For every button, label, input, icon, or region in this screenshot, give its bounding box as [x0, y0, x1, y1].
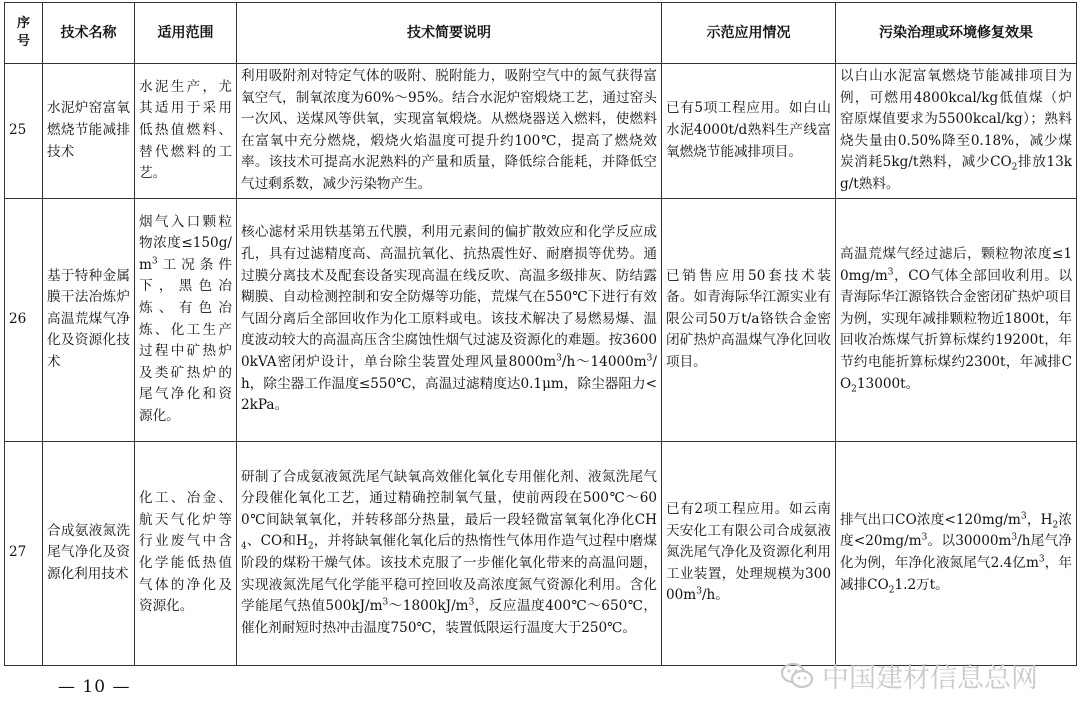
- scope-cell: 化工、冶金、航天气化炉等行业废气中含化学能低热值气体的净化及资源化。: [135, 441, 237, 665]
- table-header-row: [5, 3, 1077, 64]
- effect-cell: 以白山水泥富氧燃烧节能减排项目为例，可燃用4800kcal/kg低值煤（炉窑原煤值要求为5500kcal/kg）；熟料烧失量由0.50%降至0.18%，减少煤炭消耗5kg/t熟料，减少$CO_2$排放13kg/t熟料。: [836, 64, 1077, 199]
- table-row: [5, 64, 1077, 199]
- header-demo: 示范应用情况: [662, 3, 836, 64]
- scope-cell: 烟气入口颗粒物浓度$\le 150g/m^3$工况条件下，黑色冶炼、有色冶炼、化工生产过程中矿热炉及类矿热炉的尾气净化和资源化。: [135, 198, 237, 441]
- effect-cell: 排气出口CO浓度$<120mg/m^3$，$H_2$浓度$<20mg/m^3$。以$30000m^3/h$尾气净化为例，年净化液氮尾气2.4亿$m^3$，年减排$CO_21.2$万t。: [836, 441, 1077, 665]
- row-number: 27: [5, 441, 43, 665]
- technology-name: 基于特种金属膜干法冶炼炉高温荒煤气净化及资源化技术: [43, 198, 135, 441]
- header-desc: 技术简要说明: [237, 3, 662, 64]
- effect-cell: 高温荒煤气经过滤后，颗粒物浓度$\le 10mg/m^3$，CO气体全部回收利用。以青海际华江源铬铁合金密闭矿热炉项目为例，实现年减排颗粒物近1800t，年回收冶炼煤气折算标煤约19200t，年节约电能折算标煤约2300t，年减排$CO_213000t$。: [836, 198, 1077, 441]
- header-scope: 适用范围: [135, 3, 237, 64]
- demo-cell: 已有2项工程应用。如云南天安化工有限公司合成氨液氮洗尾气净化及资源化利用工业装置，处理规模为$30000m^3/h$。: [662, 441, 836, 665]
- page-number: — 10 —: [58, 677, 131, 697]
- header-name: 技术名称: [43, 3, 135, 64]
- description-cell: 利用吸附剂对特定气体的吸附、脱附能力，吸附空气中的氮气获得富氧空气，制氧浓度为60%～95%。结合水泥炉窑煅烧工艺，通过窑头一次风、送煤风等供氧，实现富氧煅烧。从燃烧器送入燃料，使燃料在富氧中充分燃烧，煅烧火焰温度可提升约100℃，提高了燃烧效率。该技术可提高水泥熟料的产量和质量，降低综合能耗，并降低空气过剩系数，减少污染物产生。: [237, 64, 662, 199]
- table-row: [5, 198, 1077, 441]
- technology-name: 水泥炉窑富氧燃烧节能减排技术: [43, 64, 135, 199]
- watermark: [780, 656, 1038, 695]
- demo-cell: 已销售应用50套技术装备。如青海际华江源实业有限公司50万t/a铬铁合金密闭矿热炉高温煤气净化回收项目。: [662, 198, 836, 441]
- watermark-text: 中国建材信息总网: [822, 663, 1038, 694]
- scope-cell: 水泥生产，尤其适用于采用低热值燃料、替代燃料的工艺。: [135, 64, 237, 199]
- header-effect: 污染治理或环境修复效果: [836, 3, 1077, 64]
- technology-table: [4, 2, 1077, 666]
- demo-cell: 已有5项工程应用。如白山水泥4000t/d熟料生产线富氧燃烧节能减排项目。: [662, 64, 836, 199]
- table-row: [5, 441, 1077, 665]
- row-number: 25: [5, 64, 43, 199]
- wechat-icon: [780, 661, 814, 691]
- header-no: 序号: [5, 3, 43, 64]
- row-number: 26: [5, 198, 43, 441]
- description-cell: 核心滤材采用铁基第五代膜，利用元素间的偏扩散效应和化学反应成孔，具有过滤精度高、高温抗氧化、抗热震性好、耐磨损等优势。通过膜分离技术及配套设备实现高温在线反吹、高温多级排灰、防结露糊膜、自动检测控制和安全防爆等功能，荒煤气在550℃下进行有效气固分离后全部回收作为化工原料或电。该技术解决了易燃易爆、温度波动较大的高温高压含尘腐蚀性烟气过滤及资源化的难题。按36000kVA密闭炉设计，单台除尘装置处理风量$8000m^3/h\sim 14000m^3/h$，除尘器工作温度≤550℃，高温过滤精度达0.1μm，除尘器阻力<2kPa。: [237, 198, 662, 441]
- description-cell: 研制了合成氨液氮洗尾气缺氧高效催化氧化专用催化剂、液氮洗尾气分段催化氧化工艺，通过精确控制氧气量，使前两段在500℃～600℃间缺氧氧化，并转移部分热量，最后一段轻微富氧氧化净化$CH_4$、CO和$H_2$，并将缺氧催化氧化后的热惰性气体用作造气过程中磨煤阶段的煤粉干燥气体。该技术克服了一步催化氧化带来的高温问题，实现液氮洗尾气化学能平稳可控回收及高浓度氮气资源化利用。含化学能尾气热值$500kJ/m^3\sim 1800kJ/m^3$，反应温度400℃～650℃，催化剂耐短时热冲击温度750℃，装置低限运行温度大于250℃。: [237, 441, 662, 665]
- technology-name: 合成氨液氮洗尾气净化及资源化利用技术: [43, 441, 135, 665]
